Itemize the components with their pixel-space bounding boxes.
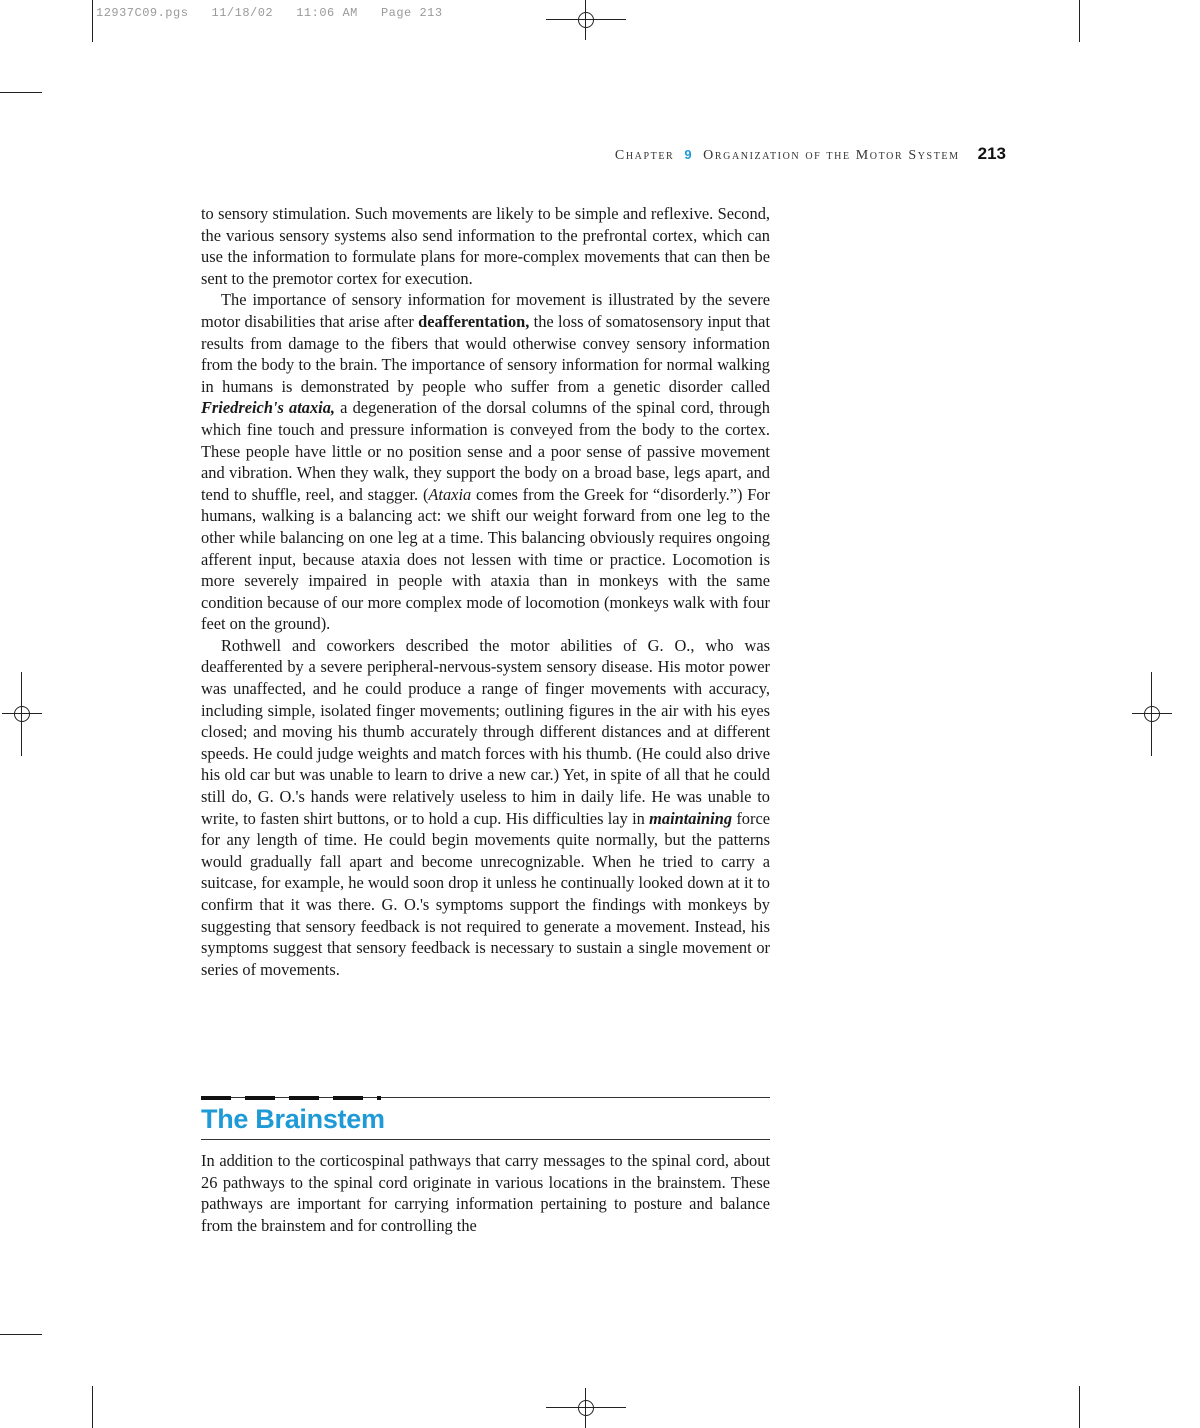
registration-line-left [21,672,22,756]
page-number: 213 [977,144,1006,163]
paragraph-3-text: force for any length of time. He could begin movements quite normally, but the patterns would gradually fall apart and become unrecognizable. When he tried to carry a suitcase, for example, he would soon drop it unless he continually looked down at it to confirm that it was there. G. O.'s symptoms support the findings with monkeys by suggesting that sensory feedback is not required to generate a movement. Instead, his symptoms suggest that sensory feedback is necessary to sustain a single movement or series of movements. [201,808,770,979]
paragraph-2 [201,289,770,635]
crop-mark-bottom-right [1079,1386,1080,1428]
print-slug: 12937C09.pgs 11/18/02 11:06 AM Page 213 [96,6,443,20]
crop-mark-left-upper [0,92,42,93]
term-friedreichs-ataxia: Friedreich's ataxia, [201,398,336,418]
paragraph-3 [201,635,770,981]
registration-line-bottom [546,1407,626,1408]
registration-mark-left [2,694,42,734]
paragraph-2-text: comes from the Greek for “disorderly.”) For humans, walking is a balancing act: we shift our weight forward from one leg to the other while balancing on one leg at a time. This balancing obviously requires ongoing afferent input, because ataxia does not lessen with time or practice. Locomotion is more severely impaired in people with ataxia than in monkeys with the same condition because of our more complex mode of locomotion (monkeys walk with four feet on the ground). [201,484,770,634]
registration-mark-bottom [566,1388,606,1428]
section-rule-bottom [201,1139,770,1140]
crop-mark-left-lower [0,1334,42,1335]
section-dash-accent [201,1096,381,1100]
crop-mark-bottom-left [92,1386,93,1428]
registration-line-top [546,19,626,20]
section-body-text [201,1150,770,1236]
chapter-title: Organization of the Motor System [703,148,960,163]
registration-mark-right [1132,694,1172,734]
term-ataxia: Ataxia [428,484,472,504]
section-title: The Brainstem [201,1104,385,1134]
body-text [201,203,770,980]
registration-line-right [1151,672,1152,756]
crop-mark-top-right [1079,0,1080,42]
term-deafferentation: deafferentation, [418,311,530,331]
chapter-number: 9 [684,147,694,162]
paragraph-3-text: Rothwell and coworkers described the motor abilities of G. O., who was deafferented by a severe peripheral-nervous-system sensory disease. His motor power was unaffected, and he could produce a range of finger movements with accuracy, including simple, isolated finger movements; outlining figures in the air with his eyes closed; and moving his thumb accurately through different distances and at different speeds. He could judge weights and match forces with his thumb. (He could also drive his old car but was unable to learn to drive a new car.) Yet, in spite of all that he could still do, G. O.'s hands were relatively useless to him in daily life. He was unable to write, to fasten shirt buttons, or to hold a cup. His difficulties lay in [201,635,770,828]
running-header [615,144,1006,164]
paragraph-2-text: The importance of sensory information for movement is illustrated by the severe motor disabilities that arise after [201,290,770,331]
paragraph-1: to sensory stimulation. Such movements are likely to be simple and reflexive. Second, the various sensory systems also send information to the prefrontal cortex, which can use the information to formulate plans for more-complex movements that can then be sent to the premotor cortex for execution. [201,204,770,288]
paragraph-2-text: a degeneration of the dorsal columns of the spinal cord, through which fine touch and pressure information is conveyed from the body to the cortex. These people have little or no position sense and a poor sense of passive movement and vibration. When they walk, they support the body on a broad base, legs apart, and tend to shuffle, reel, and stagger. ( [201,398,770,504]
section-paragraph-1: In addition to the corticospinal pathways that carry messages to the spinal cord, about 26 pathways to the spinal cord originate in various locations in the brainstem. These pathways are important for carrying information pertaining to posture and balance from the brainstem and for controlling the [201,1151,770,1235]
registration-mark-top [566,0,606,40]
chapter-label: Chapter [614,148,675,163]
term-maintaining: maintaining [649,808,733,828]
paragraph-2-text: the loss of somatosensory input that results from damage to the fibers that would otherwise convey sensory information from the body to the brain. The importance of sensory information for normal walking in humans is demonstrated by people who suffer from a genetic disorder called [201,311,770,396]
crop-mark-top-left [92,0,93,42]
section-heading-block [201,1097,770,1140]
